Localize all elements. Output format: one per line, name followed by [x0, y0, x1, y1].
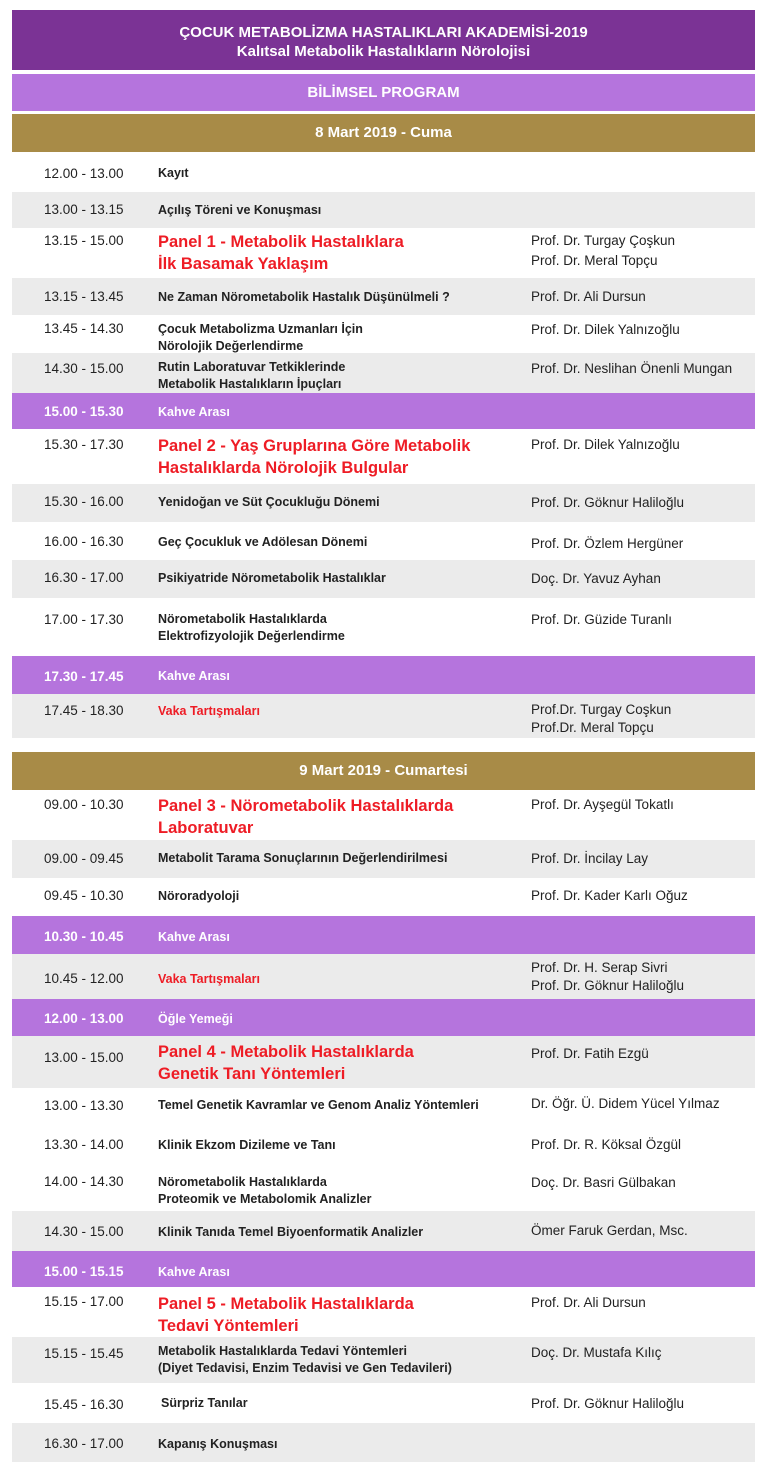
- speaker: Doç. Dr. Mustafa Kılıç: [531, 1345, 662, 1360]
- program-subtitle: Kalıtsal Metabolik Hastalıkların Nörolojisi: [236, 43, 531, 60]
- panel-row: [12, 429, 755, 484]
- row-topic-line: Nörometabolik Hastalıklarda: [158, 612, 327, 626]
- schedule-row: [12, 315, 755, 353]
- row-time: 16.00 - 16.30: [44, 534, 124, 549]
- panel-title: [158, 435, 470, 479]
- panel-title: [158, 1041, 414, 1085]
- schedule-row: [12, 484, 755, 522]
- speaker: Prof. Dr. Kader Karlı Oğuz: [531, 888, 688, 903]
- schedule-row: [12, 1126, 755, 1164]
- row-time: 13.00 - 13.30: [44, 1098, 124, 1113]
- row-speakers: [531, 701, 671, 737]
- row-time: 17.30 - 17.45: [44, 669, 124, 684]
- scientific-program-banner: BİLİMSEL PROGRAM: [12, 74, 755, 111]
- row-time: 12.00 - 13.00: [44, 1011, 124, 1026]
- schedule-row: [12, 878, 755, 916]
- schedule-row: [12, 1423, 755, 1462]
- row-time: 17.45 - 18.30: [44, 703, 124, 718]
- speaker: Prof. Dr. Turgay Çoşkun: [531, 233, 676, 248]
- coffee-break-row: [12, 656, 755, 694]
- row-topic: Nöroradyoloji: [158, 889, 240, 903]
- row-time: 15.30 - 16.00: [44, 494, 124, 509]
- panel-row: [12, 1036, 755, 1088]
- panel-title-line: Genetik Tanı Yöntemleri: [158, 1065, 346, 1083]
- panel-title-line: Panel 3 - Nörometabolik Hastalıklarda: [158, 797, 454, 815]
- row-time: 15.30 - 17.30: [44, 437, 124, 452]
- panel-title: [158, 231, 404, 275]
- lunch-break-row: [12, 999, 755, 1036]
- row-topic: Psikiyatride Nörometabolik Hastalıklar: [158, 571, 386, 585]
- row-time: 10.45 - 12.00: [44, 971, 124, 986]
- schedule-row: [12, 192, 755, 228]
- row-topic: Kahve Arası: [158, 930, 230, 944]
- speaker: Prof. Dr. Neslihan Önenli Mungan: [531, 361, 733, 376]
- row-topic: Ne Zaman Nörometabolik Hastalık Düşünülmeli ?: [158, 290, 450, 304]
- row-topic: Vaka Tartışmaları: [158, 972, 260, 986]
- row-topic: Metabolit Tarama Sonuçlarının Değerlendirilmesi: [158, 851, 448, 865]
- schedule-row: [12, 155, 755, 192]
- coffee-break-row: [12, 393, 755, 429]
- schedule-row: [12, 1088, 755, 1126]
- panel-title: [158, 1293, 414, 1337]
- panel-title-line: Tedavi Yöntemleri: [158, 1317, 299, 1335]
- row-topic: Kapanış Konuşması: [158, 1437, 278, 1451]
- panel-title: [158, 795, 453, 839]
- speaker: Prof. Dr. Güzide Turanlı: [531, 612, 673, 627]
- panel-row: [12, 1287, 755, 1337]
- coffee-break-row: [12, 1251, 755, 1287]
- row-topic-line: Elektrofizyolojik Değerlendirme: [158, 629, 345, 643]
- row-topic-line: Rutin Laboratuvar Tetkiklerinde: [158, 360, 346, 374]
- row-time: 09.00 - 09.45: [44, 851, 124, 866]
- speaker: Prof. Dr. İncilay Lay: [531, 851, 649, 866]
- speaker: Prof. Dr. Göknur Haliloğlu: [531, 978, 685, 993]
- row-time: 15.45 - 16.30: [44, 1397, 124, 1412]
- row-time: 13.15 - 13.45: [44, 289, 124, 304]
- row-topic-line: Çocuk Metabolizma Uzmanları İçin: [158, 322, 363, 336]
- day2-header: 9 Mart 2019 - Cumartesi: [12, 752, 755, 790]
- schedule-row: [12, 1383, 755, 1423]
- program-title-banner: [12, 10, 755, 70]
- panel-title-line: Panel 5 - Metabolik Hastalıklarda: [158, 1295, 414, 1313]
- row-topic-line: Nörometabolik Hastalıklarda: [158, 1175, 327, 1189]
- row-time: 15.15 - 15.45: [44, 1346, 124, 1361]
- speaker: Dr. Öğr. Ü. Didem Yücel Yılmaz: [531, 1096, 720, 1111]
- schedule-row: [12, 353, 755, 393]
- row-time: 09.00 - 10.30: [44, 797, 124, 812]
- row-topic: Kahve Arası: [158, 405, 230, 419]
- schedule-row: [12, 522, 755, 560]
- speaker: Doç. Dr. Basri Gülbakan: [531, 1175, 676, 1190]
- speaker: Prof. Dr. Göknur Haliloğlu: [531, 1396, 685, 1411]
- row-time: 12.00 - 13.00: [44, 166, 124, 181]
- row-time: 14.30 - 15.00: [44, 1224, 124, 1239]
- row-topic: Sürpriz Tanılar: [161, 1396, 248, 1410]
- row-topic: Kayıt: [158, 166, 189, 180]
- row-topic: Vaka Tartışmaları: [158, 704, 260, 718]
- row-time: 16.30 - 17.00: [44, 1436, 124, 1451]
- row-topic: Kahve Arası: [158, 669, 230, 683]
- speaker: Prof.Dr. Turgay Coşkun: [531, 702, 672, 717]
- speaker: Prof. Dr. Göknur Haliloğlu: [531, 495, 685, 510]
- row-time: 09.45 - 10.30: [44, 888, 124, 903]
- speaker: Prof. Dr. Meral Topçu: [531, 253, 658, 268]
- speaker: Prof. Dr. Özlem Hergüner: [531, 536, 684, 551]
- row-time: 13.15 - 15.00: [44, 233, 124, 248]
- day1-header: 8 Mart 2019 - Cuma: [12, 114, 755, 152]
- speaker: Prof. Dr. Dilek Yalnızoğlu: [531, 322, 680, 337]
- row-topic: [158, 321, 363, 355]
- panel-row: [12, 792, 755, 840]
- speaker: Prof. Dr. Ali Dursun: [531, 289, 646, 304]
- panel-title-line: Panel 1 - Metabolik Hastalıklara: [158, 233, 404, 251]
- row-topic-line: (Diyet Tedavisi, Enzim Tedavisi ve Gen Tedavileri): [158, 1361, 452, 1375]
- panel-title-line: İlk Basamak Yaklaşım: [158, 255, 329, 273]
- speaker: Prof. Dr. Ali Dursun: [531, 1295, 646, 1310]
- row-time: 13.30 - 14.00: [44, 1137, 124, 1152]
- row-time: 15.15 - 17.00: [44, 1294, 124, 1309]
- row-topic-line: Metabolik Hastalıkların İpuçları: [158, 377, 342, 391]
- schedule-row: [12, 1211, 755, 1251]
- row-topic: Yenidoğan ve Süt Çocukluğu Dönemi: [158, 495, 380, 509]
- schedule-row: [12, 694, 755, 738]
- row-topic-line: Metabolik Hastalıklarda Tedavi Yöntemleri: [158, 1344, 407, 1358]
- row-topic-line: Proteomik ve Metabolomik Analizler: [158, 1192, 372, 1206]
- program-title: ÇOCUK METABOLİZMA HASTALIKLARI AKADEMİSİ-2019: [179, 24, 588, 41]
- panel-row: [12, 228, 755, 278]
- speaker: Prof.Dr. Meral Topçu: [531, 720, 654, 735]
- row-topic: [158, 1174, 371, 1208]
- speaker: Ömer Faruk Gerdan, Msc.: [531, 1223, 688, 1238]
- row-time: 13.00 - 15.00: [44, 1050, 124, 1065]
- row-time: 10.30 - 10.45: [44, 929, 124, 944]
- row-time: 15.00 - 15.15: [44, 1264, 124, 1279]
- row-topic: [158, 1343, 452, 1377]
- row-time: 13.00 - 13.15: [44, 202, 124, 217]
- schedule-row: [12, 560, 755, 598]
- row-topic: Açılış Töreni ve Konuşması: [158, 203, 322, 217]
- row-time: 14.30 - 15.00: [44, 361, 124, 376]
- speaker: Prof. Dr. Dilek Yalnızoğlu: [531, 437, 680, 452]
- row-topic: [158, 611, 345, 645]
- speaker: Prof. Dr. H. Serap Sivri: [531, 960, 668, 975]
- speaker: Prof. Dr. Ayşegül Tokatlı: [531, 797, 674, 812]
- coffee-break-row: [12, 916, 755, 954]
- row-topic: Temel Genetik Kavramlar ve Genom Analiz Yöntemleri: [158, 1098, 479, 1112]
- schedule-row: [12, 598, 755, 656]
- panel-title-line: Laboratuvar: [158, 819, 254, 837]
- row-topic: [158, 359, 345, 393]
- row-topic: Geç Çocukluk ve Adölesan Dönemi: [158, 535, 368, 549]
- row-time: 15.00 - 15.30: [44, 404, 124, 419]
- row-topic: Öğle Yemeği: [158, 1012, 233, 1026]
- row-time: 16.30 - 17.00: [44, 570, 124, 585]
- schedule-row: [12, 840, 755, 878]
- panel-title-line: Hastalıklarda Nörolojik Bulgular: [158, 459, 409, 477]
- row-topic: Kahve Arası: [158, 1265, 230, 1279]
- schedule-row: [12, 954, 755, 999]
- row-topic-line: Nörolojik Değerlendirme: [158, 339, 304, 353]
- row-topic: Klinik Tanıda Temel Biyoenformatik Analizler: [158, 1225, 424, 1239]
- panel-title-line: Panel 4 - Metabolik Hastalıklarda: [158, 1043, 414, 1061]
- schedule-row: [12, 1337, 755, 1383]
- schedule-row: [12, 278, 755, 315]
- panel-title-line: Panel 2 - Yaş Gruplarına Göre Metabolik: [158, 437, 471, 455]
- speaker: Prof. Dr. R. Köksal Özgül: [531, 1137, 682, 1152]
- speaker: Prof. Dr. Fatih Ezgü: [531, 1046, 649, 1061]
- row-time: 13.45 - 14.30: [44, 321, 124, 336]
- row-time: 14.00 - 14.30: [44, 1174, 124, 1189]
- row-time: 17.00 - 17.30: [44, 612, 124, 627]
- row-topic: Klinik Ekzom Dizileme ve Tanı: [158, 1138, 336, 1152]
- row-speakers: [531, 959, 684, 995]
- speaker: Doç. Dr. Yavuz Ayhan: [531, 571, 661, 586]
- schedule-row: [12, 1164, 755, 1211]
- row-speakers: [531, 231, 675, 271]
